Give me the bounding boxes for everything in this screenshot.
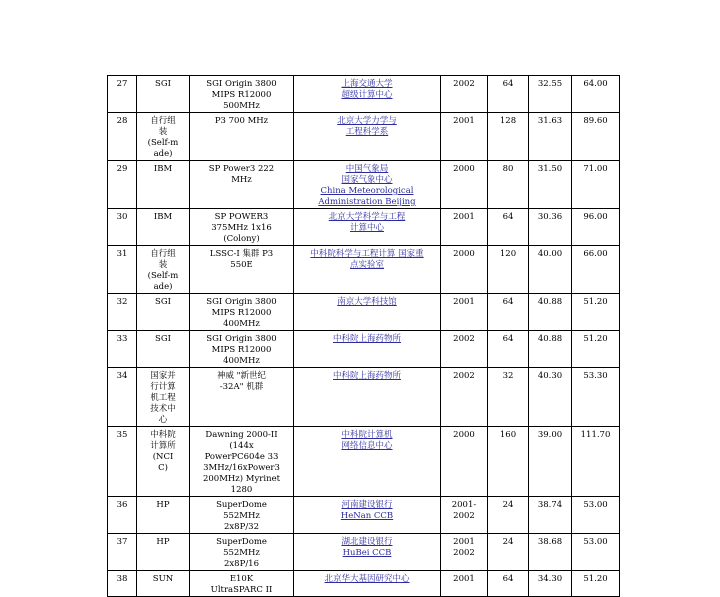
row-site[interactable]: 湖北建设银行 HuBei CCB bbox=[294, 534, 441, 571]
row-rank: 35 bbox=[108, 427, 137, 497]
row-computer: 神威 "新世纪 -32A" 机群 bbox=[190, 368, 294, 427]
row-rank: 28 bbox=[108, 113, 137, 161]
row-rmax: 38.68 bbox=[529, 534, 572, 571]
row-processors: 64 bbox=[488, 571, 529, 597]
row-processors: 128 bbox=[488, 113, 529, 161]
table-row bbox=[108, 113, 620, 161]
row-computer: SGI Origin 3800 MIPS R12000 400MHz bbox=[190, 331, 294, 368]
row-computer: E10K UltraSPARC II bbox=[190, 571, 294, 597]
row-year: 2001- 2002 bbox=[441, 497, 488, 534]
row-site[interactable]: 上海交通大学 超级计算中心 bbox=[294, 76, 441, 113]
row-processors: 24 bbox=[488, 534, 529, 571]
table-row bbox=[108, 427, 620, 497]
row-site[interactable]: 北京大学力学与 工程科学系 bbox=[294, 113, 441, 161]
row-computer: SP POWER3 375MHz 1x16 (Colony) bbox=[190, 209, 294, 246]
row-computer: SGI Origin 3800 MIPS R12000 500MHz bbox=[190, 76, 294, 113]
row-rpeak: 111.70 bbox=[572, 427, 620, 497]
row-rpeak: 51.20 bbox=[572, 331, 620, 368]
row-rpeak: 51.20 bbox=[572, 294, 620, 331]
table-row bbox=[108, 368, 620, 427]
row-computer: LSSC-I 集群 P3 550E bbox=[190, 246, 294, 294]
row-year: 2002 bbox=[441, 331, 488, 368]
row-rpeak: 89.60 bbox=[572, 113, 620, 161]
row-processors: 120 bbox=[488, 246, 529, 294]
row-vendor: SGI bbox=[137, 331, 190, 368]
row-rank: 37 bbox=[108, 534, 137, 571]
table-row bbox=[108, 497, 620, 534]
row-rank: 36 bbox=[108, 497, 137, 534]
row-processors: 64 bbox=[488, 331, 529, 368]
row-site[interactable]: 中科院上海药物所 bbox=[294, 331, 441, 368]
table-row bbox=[108, 209, 620, 246]
row-computer: P3 700 MHz bbox=[190, 113, 294, 161]
row-rmax: 32.55 bbox=[529, 76, 572, 113]
row-vendor: 自行组 装 (Self-m ade) bbox=[137, 246, 190, 294]
row-processors: 32 bbox=[488, 368, 529, 427]
row-rmax: 34.30 bbox=[529, 571, 572, 597]
row-rmax: 31.63 bbox=[529, 113, 572, 161]
row-rpeak: 53.00 bbox=[572, 497, 620, 534]
row-year: 2002 bbox=[441, 368, 488, 427]
row-year: 2001 2002 bbox=[441, 534, 488, 571]
row-rank: 27 bbox=[108, 76, 137, 113]
row-vendor: 中科院 计算所 (NCI C) bbox=[137, 427, 190, 497]
row-rmax: 40.88 bbox=[529, 294, 572, 331]
table-row bbox=[108, 571, 620, 597]
row-processors: 160 bbox=[488, 427, 529, 497]
table-row bbox=[108, 246, 620, 294]
row-site[interactable]: 北京大学科学与工程 计算中心 bbox=[294, 209, 441, 246]
row-vendor: IBM bbox=[137, 161, 190, 209]
row-year: 2000 bbox=[441, 161, 488, 209]
row-computer: Dawning 2000-II (144x PowerPC604e 33 3MHz/16xPower3 200MHz) Myrinet 1280 bbox=[190, 427, 294, 497]
row-vendor: IBM bbox=[137, 209, 190, 246]
row-rank: 31 bbox=[108, 246, 137, 294]
row-rpeak: 66.00 bbox=[572, 246, 620, 294]
row-processors: 64 bbox=[488, 209, 529, 246]
row-vendor: SUN bbox=[137, 571, 190, 597]
row-rmax: 40.30 bbox=[529, 368, 572, 427]
row-rpeak: 64.00 bbox=[572, 76, 620, 113]
row-site[interactable]: 河南建设银行 HeNan CCB bbox=[294, 497, 441, 534]
row-computer: SuperDome 552MHz 2x8P/32 bbox=[190, 497, 294, 534]
row-processors: 64 bbox=[488, 294, 529, 331]
row-vendor: 自行组 装 (Self-m ade) bbox=[137, 113, 190, 161]
row-rank: 38 bbox=[108, 571, 137, 597]
row-rank: 30 bbox=[108, 209, 137, 246]
row-rpeak: 53.30 bbox=[572, 368, 620, 427]
row-vendor: HP bbox=[137, 497, 190, 534]
table-row bbox=[108, 534, 620, 571]
row-rank: 32 bbox=[108, 294, 137, 331]
row-year: 2001 bbox=[441, 113, 488, 161]
row-processors: 24 bbox=[488, 497, 529, 534]
row-site[interactable]: 北京华大基因研究中心 bbox=[294, 571, 441, 597]
row-year: 2001 bbox=[441, 294, 488, 331]
row-year: 2002 bbox=[441, 76, 488, 113]
row-year: 2001 bbox=[441, 209, 488, 246]
row-rank: 34 bbox=[108, 368, 137, 427]
row-year: 2001 bbox=[441, 571, 488, 597]
row-rmax: 31.50 bbox=[529, 161, 572, 209]
row-rank: 33 bbox=[108, 331, 137, 368]
row-processors: 80 bbox=[488, 161, 529, 209]
table-row bbox=[108, 294, 620, 331]
row-site[interactable]: 中国气象局 国家气象中心 China Meteorological Administration Beijing bbox=[294, 161, 441, 209]
row-year: 2000 bbox=[441, 246, 488, 294]
row-computer: SuperDome 552MHz 2x8P/16 bbox=[190, 534, 294, 571]
row-vendor: SGI bbox=[137, 294, 190, 331]
row-rank: 29 bbox=[108, 161, 137, 209]
row-rpeak: 96.00 bbox=[572, 209, 620, 246]
table-row bbox=[108, 331, 620, 368]
row-vendor: SGI bbox=[137, 76, 190, 113]
row-rmax: 40.88 bbox=[529, 331, 572, 368]
row-computer: SP Power3 222 MHz bbox=[190, 161, 294, 209]
table-row bbox=[108, 76, 620, 113]
row-rmax: 38.74 bbox=[529, 497, 572, 534]
row-rmax: 30.36 bbox=[529, 209, 572, 246]
row-site[interactable]: 南京大学科技馆 bbox=[294, 294, 441, 331]
row-site[interactable]: 中科院科学与工程计算 国家重 点实验室 bbox=[294, 246, 441, 294]
row-vendor: 国家并 行计算 机工程 技术中 心 bbox=[137, 368, 190, 427]
ranking-table bbox=[107, 75, 620, 597]
row-rpeak: 51.20 bbox=[572, 571, 620, 597]
row-rpeak: 71.00 bbox=[572, 161, 620, 209]
row-rmax: 40.00 bbox=[529, 246, 572, 294]
row-processors: 64 bbox=[488, 76, 529, 113]
row-vendor: HP bbox=[137, 534, 190, 571]
table-row bbox=[108, 161, 620, 209]
row-rmax: 39.00 bbox=[529, 427, 572, 497]
row-site[interactable]: 中科院上海药物所 bbox=[294, 368, 441, 427]
row-computer: SGI Origin 3800 MIPS R12000 400MHz bbox=[190, 294, 294, 331]
row-site[interactable]: 中科院计算机 网络信息中心 bbox=[294, 427, 441, 497]
row-rpeak: 53.00 bbox=[572, 534, 620, 571]
row-year: 2000 bbox=[441, 427, 488, 497]
